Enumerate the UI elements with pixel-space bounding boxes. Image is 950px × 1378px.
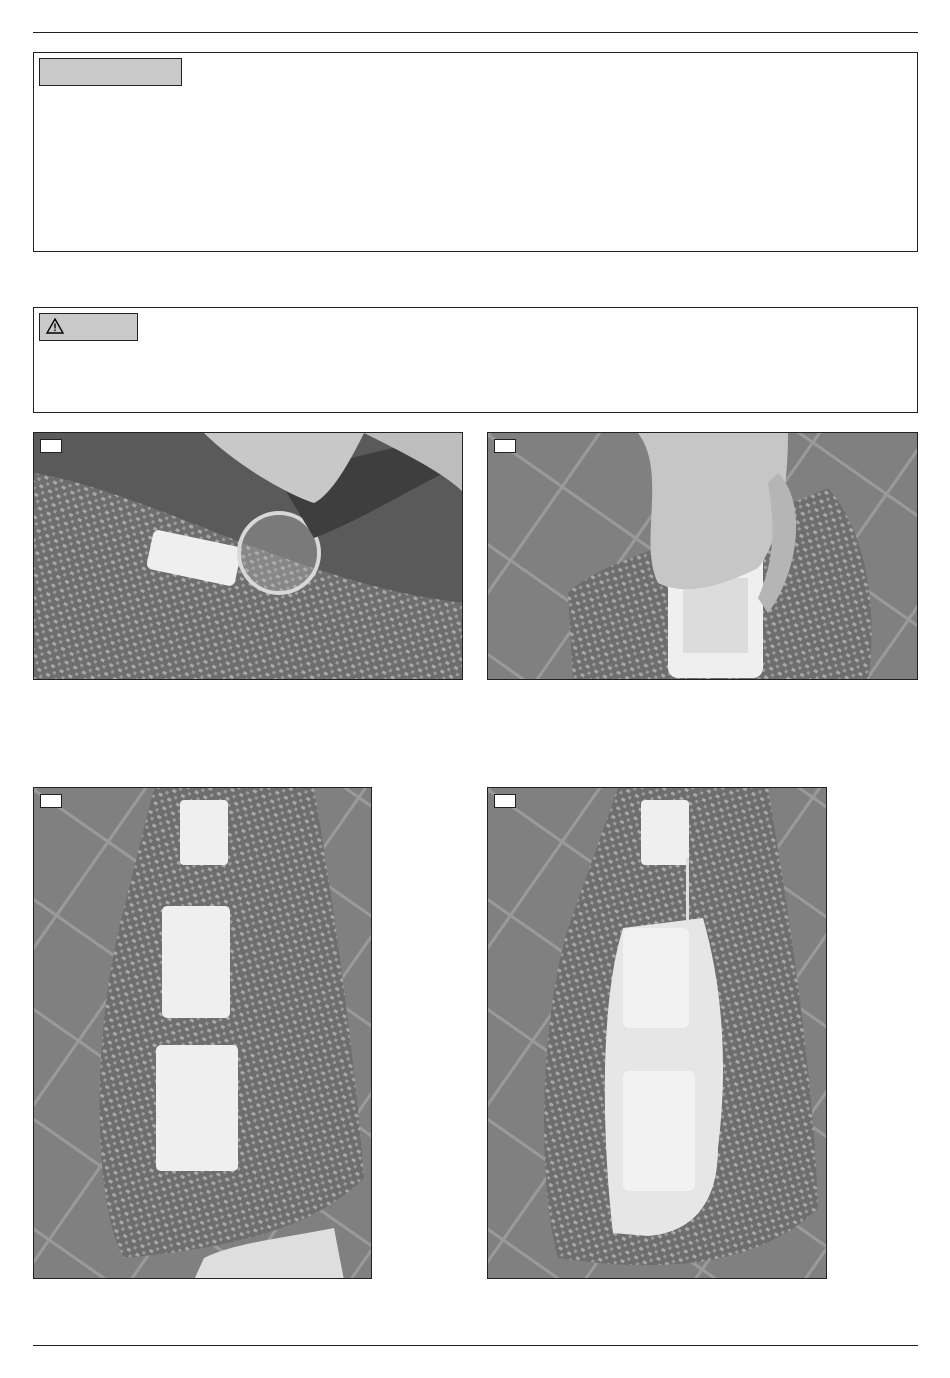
figure-2-number xyxy=(494,439,516,453)
caution-label xyxy=(39,313,138,341)
figure-2-photo xyxy=(487,432,918,680)
warning-triangle-icon xyxy=(46,318,64,334)
figure-1-image xyxy=(34,433,463,680)
figure-2-image xyxy=(488,433,918,680)
figure-4-number xyxy=(494,794,516,808)
figure-1-number xyxy=(40,439,62,453)
figure-1-photo xyxy=(33,432,463,680)
figure-4-image xyxy=(488,788,827,1279)
figure-4-photo xyxy=(487,787,827,1279)
figure-3-number xyxy=(40,794,62,808)
figure-3-photo xyxy=(33,787,372,1279)
notice-box xyxy=(33,52,918,252)
caution-box xyxy=(33,307,918,413)
header-rule xyxy=(33,32,918,33)
footer-rule xyxy=(33,1345,918,1346)
notice-label xyxy=(39,58,182,86)
figure-3-image xyxy=(34,788,372,1279)
